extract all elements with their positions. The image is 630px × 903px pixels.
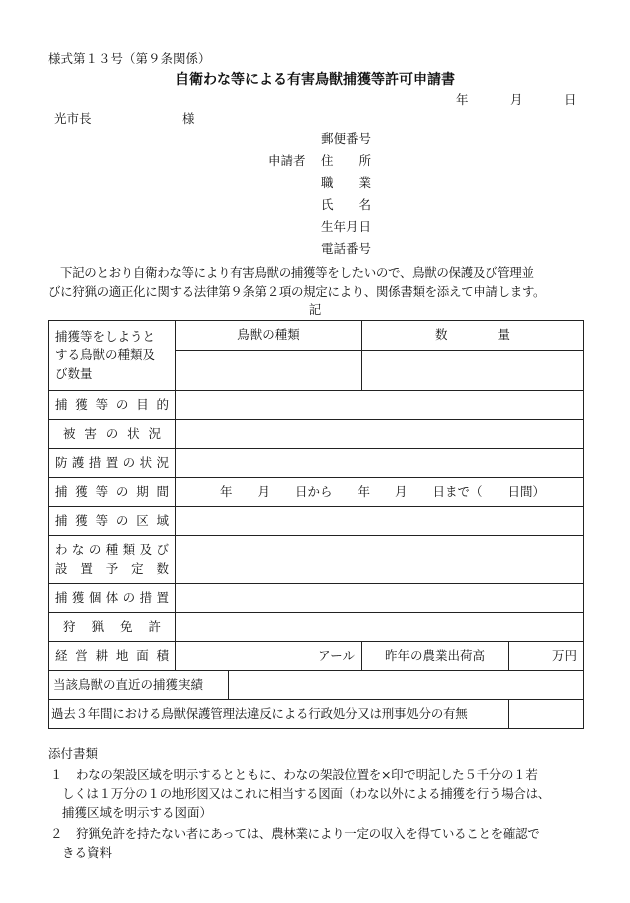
individual-label: 捕獲個体の措置 <box>49 584 176 613</box>
attachment-2-number: ２ <box>50 826 63 841</box>
addressee: 光市長 <box>54 111 92 126</box>
area-label: 捕獲等の区域 <box>49 507 176 536</box>
applicant-field-birthdate: 生年月日 <box>321 219 372 234</box>
applicant-field-phone: 電話番号 <box>321 241 372 256</box>
attachments-title: 添付書類 <box>48 746 99 761</box>
damage-input[interactable] <box>176 420 584 449</box>
shipment-label: 昨年の農業出荷高 <box>362 642 509 671</box>
applicant-field-occupation: 職 業 <box>321 175 372 190</box>
license-input[interactable] <box>176 613 584 642</box>
damage-label: 被害の状況 <box>49 420 176 449</box>
intro-line-2: びに狩猟の適正化に関する法律第９条第２項の規定により、関係書類を添えて申請します。 <box>48 284 546 299</box>
attachment-1-number: １ <box>50 767 63 782</box>
species-input[interactable] <box>176 351 362 391</box>
species-label-cell: 捕獲等をしようと する鳥獣の種類及 び数量 <box>49 321 176 391</box>
attachment-2-line-1: 狩猟免許を持たない者にあっては、農林業により一定の収入を得ていることを確認で <box>76 826 540 841</box>
violation-label: 過去３年間における鳥獣保護管理法違反による行政処分又は刑事処分の有無 <box>49 700 509 729</box>
attachment-1-line-2: しくは１万分の１の地形図又はこれに相当する図面（わな以外による捕獲を行う場合は、 <box>62 786 551 801</box>
intro-line-1: 下記のとおり自衛わな等により有害鳥獣の捕獲等をしたいので、鳥獣の保護及び管理並 <box>60 265 534 280</box>
application-table <box>48 320 584 729</box>
page-title: 自衛わな等による有害鳥獣捕獲等許可申請書 <box>175 72 455 88</box>
shipment-input[interactable]: 万円 <box>509 642 584 671</box>
attachment-1-line-3: 捕獲区域を明示する図面） <box>62 805 213 820</box>
attachment-1-line-1: わなの架設区域を明示するとともに、わなの架設位置を×印で明記した５千分の１若 <box>76 767 538 782</box>
applicant-field-address: 住 所 <box>321 153 372 168</box>
ki-heading: 記 <box>308 302 322 317</box>
license-label: 狩猟免許 <box>49 613 176 642</box>
applicant-field-name: 氏 名 <box>321 197 372 212</box>
farm-area-label: 経営耕地面積 <box>49 642 176 671</box>
purpose-input[interactable] <box>176 391 584 420</box>
date-month-label: 月 <box>510 92 523 107</box>
applicant-label: 申請者 <box>268 153 306 168</box>
period-label: 捕獲等の期間 <box>49 478 176 507</box>
quantity-input[interactable] <box>362 351 584 391</box>
area-input[interactable] <box>176 507 584 536</box>
date-year-label: 年 <box>456 92 469 107</box>
trap-label: わなの種類及び 設置予定数 <box>49 536 176 584</box>
farm-area-input[interactable]: アール <box>176 642 362 671</box>
purpose-label: 捕獲等の目的 <box>49 391 176 420</box>
prevention-input[interactable] <box>176 449 584 478</box>
form-number: 様式第１３号（第９条関係） <box>48 51 211 66</box>
attachment-2-line-2: きる資料 <box>62 845 113 860</box>
prevention-label: 防護措置の状況 <box>49 449 176 478</box>
applicant-field-postal: 郵便番号 <box>321 131 372 146</box>
past-record-input[interactable] <box>229 671 584 700</box>
trap-input[interactable] <box>176 536 584 584</box>
date-day-label: 日 <box>564 92 577 107</box>
species-column-header: 鳥獣の種類 <box>176 321 362 351</box>
past-record-label: 当該鳥獣の直近の捕獲実績 <box>49 671 229 700</box>
honorific: 様 <box>182 111 195 126</box>
individual-input[interactable] <box>176 584 584 613</box>
quantity-column-header: 数 量 <box>362 321 584 351</box>
violation-input[interactable] <box>509 700 584 729</box>
period-input[interactable]: 年 月 日から 年 月 日まで（ 日間） <box>176 478 584 507</box>
